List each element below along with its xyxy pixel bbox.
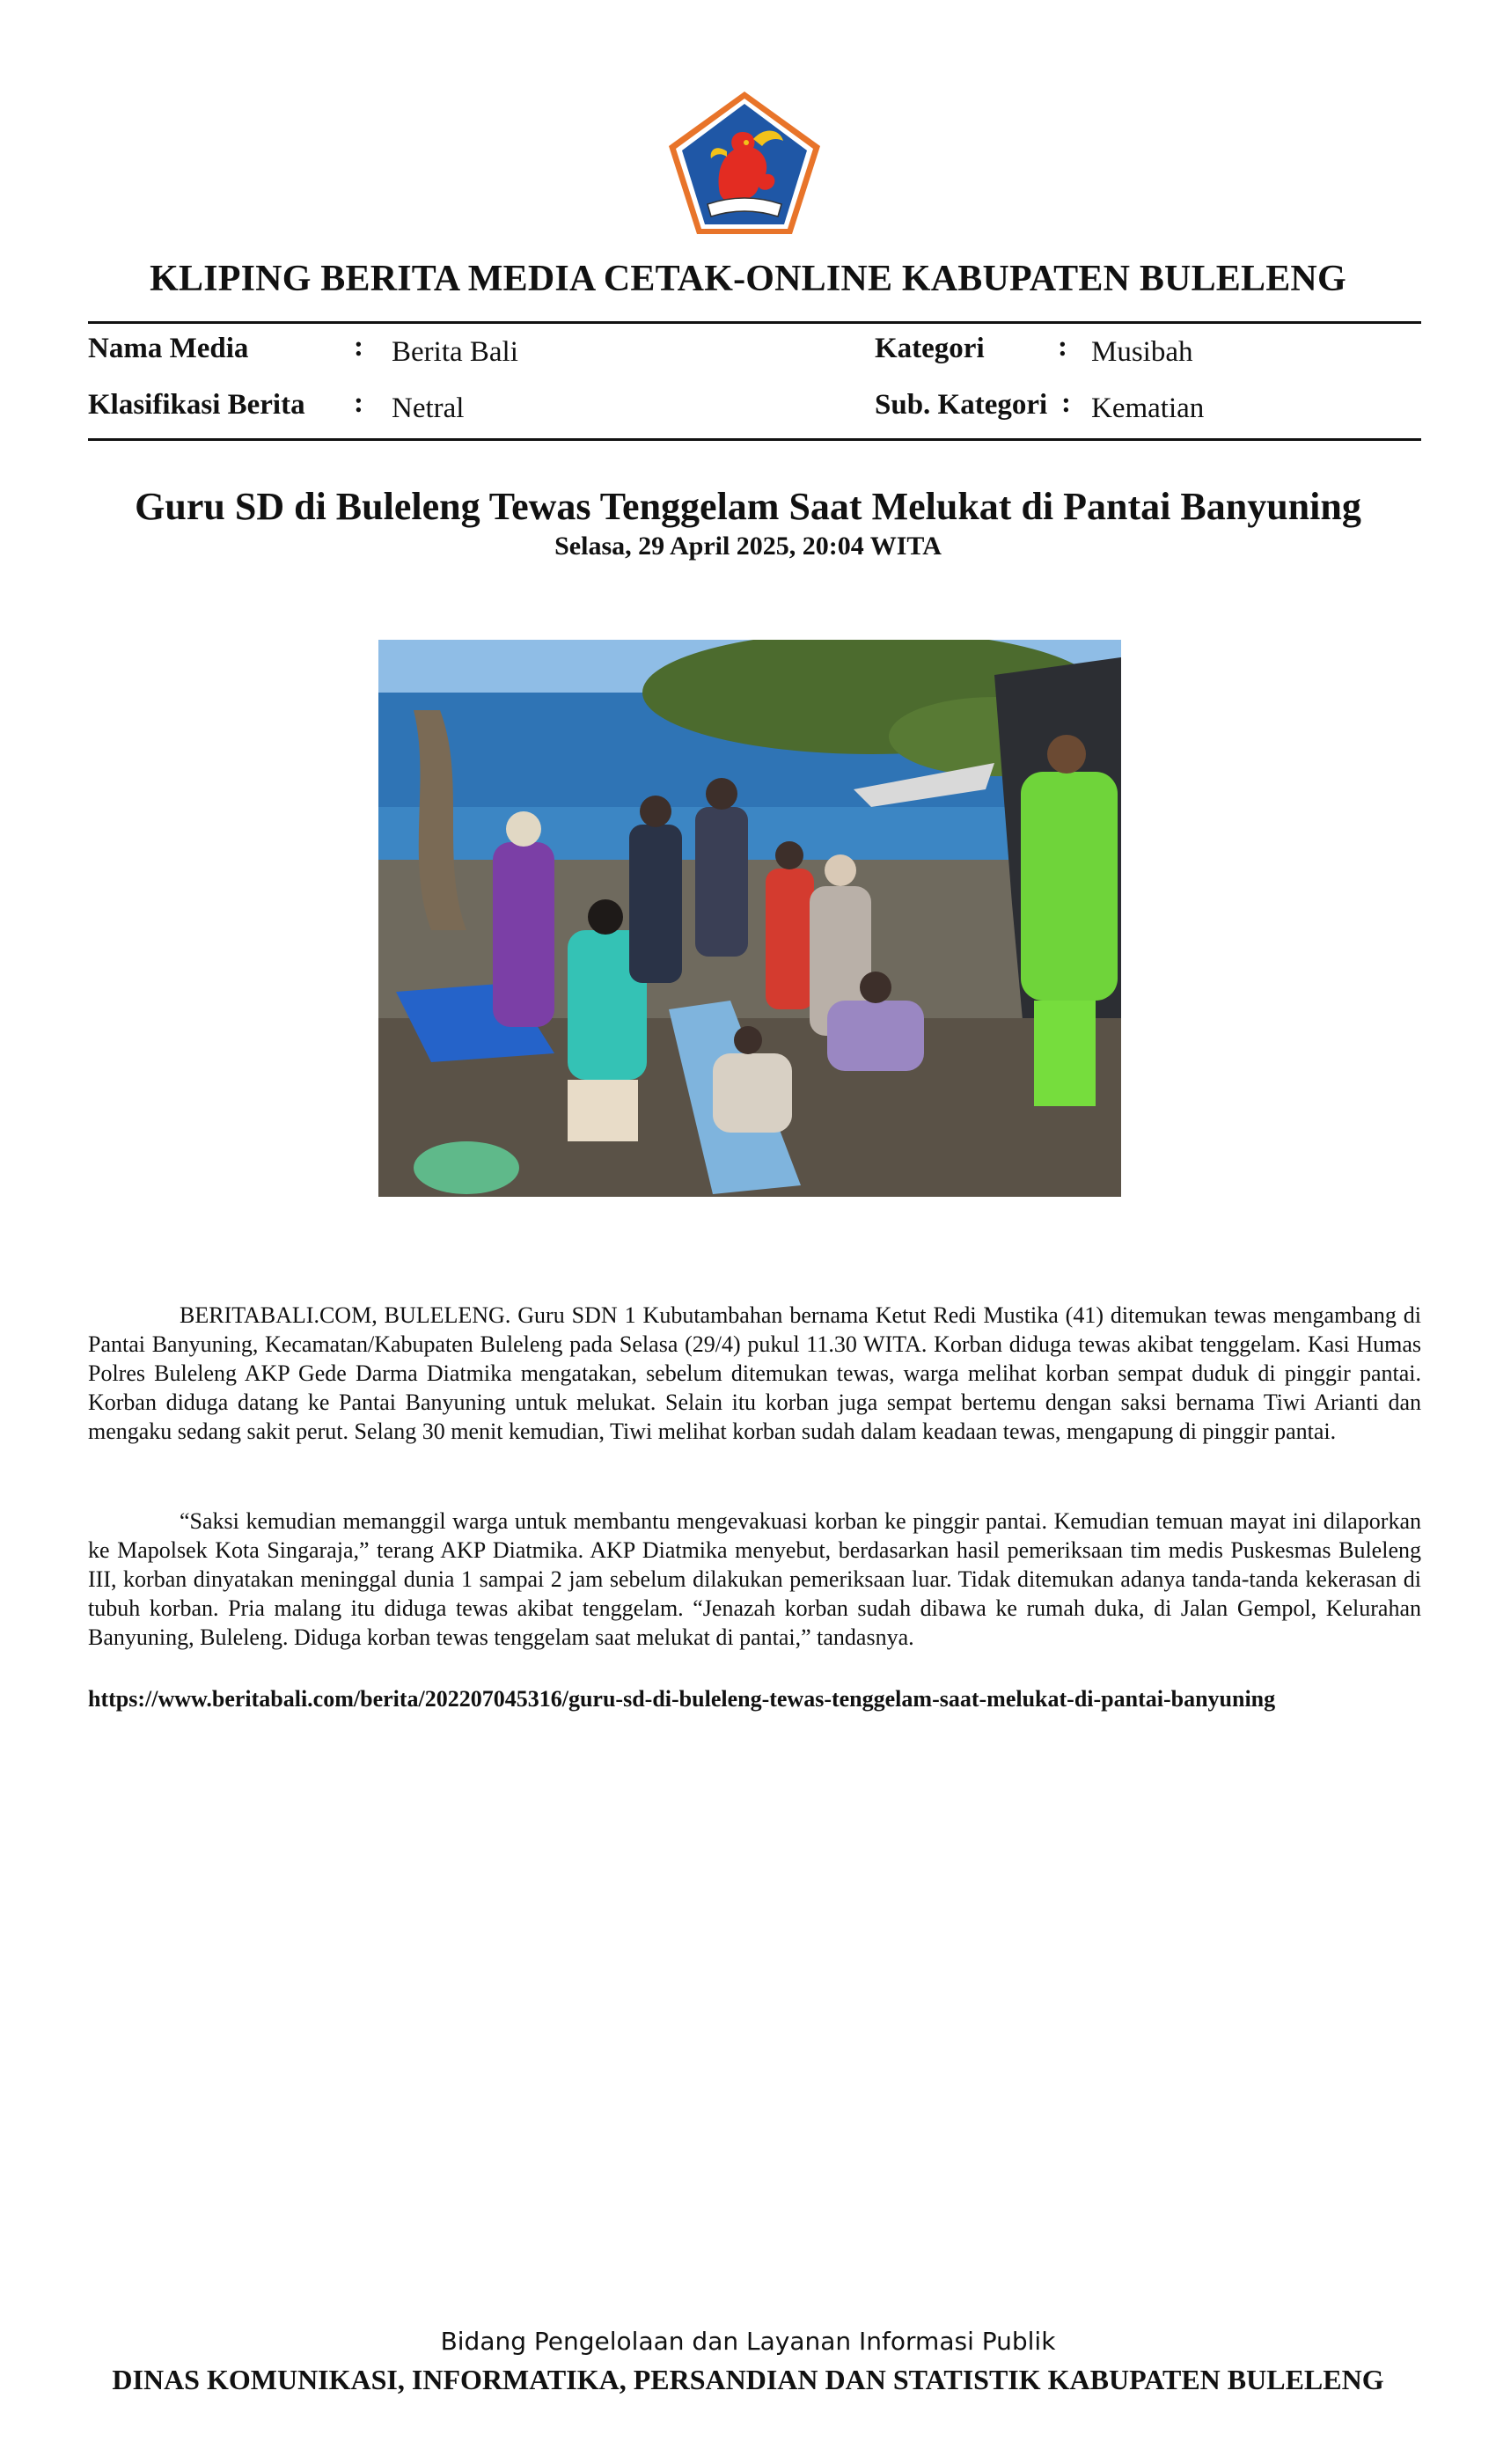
classification-value: Netral: [392, 392, 465, 424]
article-photo: [378, 640, 1121, 1197]
subcategory-label: Sub. Kategori: [875, 389, 1048, 421]
article-paragraph-2: “Saksi kemudian memanggil warga untuk membantu mengevakuasi korban ke pinggir pantai. Kemudian temuan mayat ini dilaporkan ke Mapolsek Kota Singaraja,” terang AKP Diatmika. AKP Diatmika menyebut, berdasarkan hasil pemeriksaan tim medis Puskesmas Buleleng III, korban dinyatakan meninggal dunia 1 sampai 2 jam sebelum dilakukan pemeriksaan luar. Tidak ditemukan adanya tanda-tanda kekerasan di tubuh korban. Pria malang itu diduga tewas akibat tenggelam. “Jenazah korban sudah dibawa ke rumah duka, di Jalan Gempol, Kelurahan Banyuning, Buleleng. Diduga korban tewas tenggelam saat melukat di pantai,” tandasnya.: [88, 1508, 1421, 1650]
subcategory-value: Kematian: [1091, 392, 1205, 424]
media-name-colon: :: [354, 331, 363, 363]
header-divider-top: [88, 321, 1421, 324]
footer-division: Bidang Pengelolaan dan Layanan Informasi Publik: [440, 2327, 1056, 2356]
media-name-value: Berita Bali: [392, 336, 518, 368]
regency-emblem-logo: [665, 88, 824, 238]
article-title: Guru SD di Buleleng Tewas Tenggelam Saat Melukat di Pantai Banyuning: [135, 485, 1361, 528]
subcategory-colon: :: [1061, 387, 1071, 419]
source-url-link[interactable]: https://www.beritabali.com/berita/202207045316/guru-sd-di-buleleng-tewas-tenggelam-saat-melukat-di-pantai-banyuning: [88, 1686, 1276, 1712]
media-name-label: Nama Media: [88, 333, 249, 364]
classification-colon: :: [354, 387, 363, 419]
category-label: Kategori: [875, 333, 985, 364]
classification-label: Klasifikasi Berita: [88, 389, 305, 421]
article-paragraph-1: BERITABALI.COM, BULELENG. Guru SDN 1 Kubutambahan bernama Ketut Redi Mustika (41) ditemukan tewas mengambang di Pantai Banyuning, Kecamatan/Kabupaten Buleleng pada Selasa (29/4) pukul 11.30 WITA. Korban diduga tewas akibat tenggelam. Kasi Humas Polres Buleleng AKP Gede Darma Diatmika mengatakan, sebelum ditemukan tewas, warga melihat korban sempat duduk di pinggir pantai. Korban diduga datang ke Pantai Banyuning untuk melukat. Selain itu korban juga sempat bertemu dengan saksi bernama Tiwi Arianti dan mengaku sedang sakit perut. Selang 30 menit kemudian, Tiwi melihat korban sudah dalam keadaan tewas, mengapung di pinggir pantai.: [88, 1302, 1421, 1444]
clipping-header-title: KLIPING BERITA MEDIA CETAK-ONLINE KABUPATEN BULELENG: [150, 259, 1346, 299]
footer-agency: DINAS KOMUNIKASI, INFORMATIKA, PERSANDIAN DAN STATISTIK KABUPATEN BULELENG: [112, 2364, 1384, 2395]
header-divider-bottom: [88, 438, 1421, 441]
article-date: Selasa, 29 April 2025, 20:04 WITA: [554, 532, 942, 561]
category-value: Musibah: [1091, 336, 1193, 368]
category-colon: :: [1058, 331, 1067, 363]
